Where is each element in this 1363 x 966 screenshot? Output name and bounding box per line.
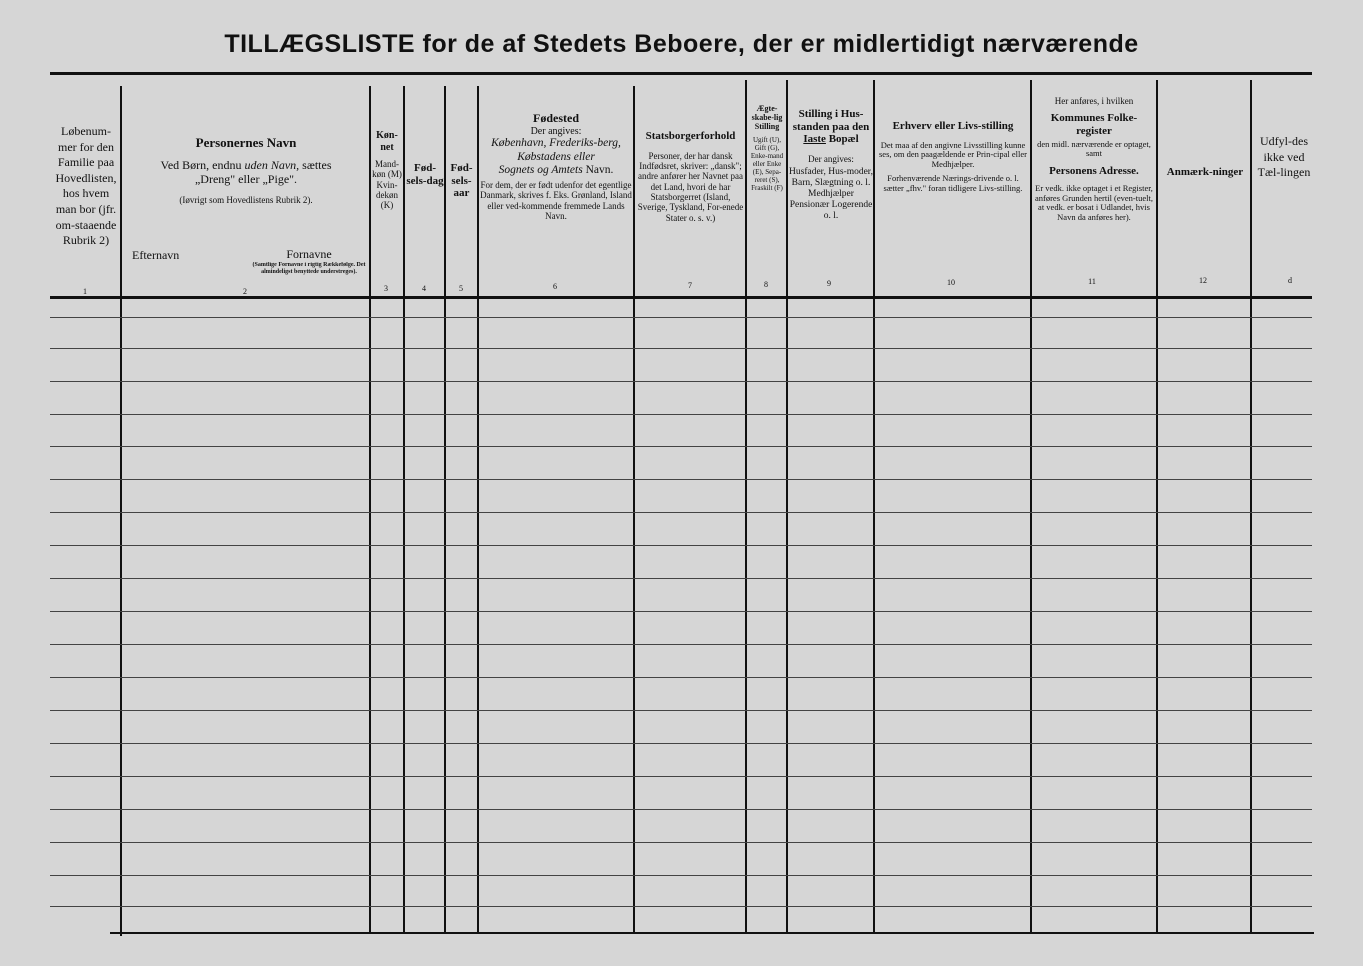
col-10-body1: Det maa af den angivne Livsstilling kunne ses, om den paagældende er Prin-cipal eller Medhjælper. — [879, 139, 1027, 170]
table-row — [50, 677, 1312, 678]
table-row — [50, 710, 1312, 711]
col-6-ital: København, Frederiks-berg, Købstadens eller — [491, 137, 621, 163]
col-9-heading-end: Bopæl — [828, 133, 859, 146]
col-divider — [633, 86, 635, 932]
col-number-9: 9 — [827, 279, 831, 288]
table-row — [50, 578, 1312, 579]
table-row — [50, 842, 1312, 843]
col-11-mid: den midl. nærværende er optaget, samt — [1037, 138, 1151, 159]
col-6-ital2: Sognets og Amtets — [498, 163, 583, 176]
col-11-heading: Kommunes Folke-register — [1050, 112, 1138, 137]
col-4-heading: Fød-sels-dag — [406, 162, 444, 187]
header-bottom-rule — [50, 296, 1312, 299]
table-row — [50, 875, 1312, 876]
col-11-body: Er vedk. ikke optaget i et Register, anføres Grunden hertil (even-tuelt, at vedk. er bosat i Udlandet, hvis Navn da anføres her). — [1034, 182, 1153, 223]
col-divider — [403, 86, 405, 932]
col-number-7: 7 — [688, 281, 692, 290]
col-number-2: 2 — [243, 287, 247, 296]
col-3-heading: Køn-net — [376, 130, 398, 153]
col-divider — [1030, 80, 1032, 932]
col-7-heading: Statsborgerforhold — [645, 130, 736, 142]
col-6-ital2-end: Navn. — [585, 163, 614, 176]
col-1-text: Løbenum-mer for den Familie paa Hovedlisten, hos hvem man bor (jfr. om-staaende Rubrik 2) — [55, 124, 117, 248]
col-6-body: For dem, der er født udenfor det egentlige Danmark, skrives f. Eks. Grønland, Island eller ved-kommende fremmede Lands Navn. — [480, 179, 632, 221]
header-col-11 — [1033, 96, 1155, 223]
col-11-heading2: Personens Adresse. — [1049, 165, 1139, 178]
table-row — [50, 545, 1312, 546]
header-col-10 — [878, 120, 1028, 193]
col-number-8: 8 — [764, 280, 768, 289]
col-13-body: Udfyl-des ikke ved Tæl-lingen — [1257, 134, 1311, 180]
table-row — [50, 644, 1312, 645]
col-10-body2: Forhenværende Nærings-drivende o. l. sætter „fhv." foran tidligere Livs-stilling. — [883, 172, 1023, 193]
col-8-body: Ugift (U), Gift (G), Enke-mand eller Enke (E), Sepa-reret (S), Fraskilt (F) — [750, 135, 784, 192]
col-number-6: 6 — [553, 282, 557, 291]
header-col-13 — [1254, 134, 1314, 181]
col-2-line2: „Dreng" eller „Pige". — [194, 171, 298, 186]
col-8-heading: Ægte-skabe-lig Stilling — [751, 104, 783, 132]
col-9-heading: Stilling i Hus-standen paa den — [792, 108, 870, 133]
header-col-7 — [636, 130, 745, 223]
col-divider — [1156, 80, 1158, 932]
col-divider — [369, 86, 371, 932]
header-col-6 — [480, 112, 632, 221]
col-number-12: 12 — [1199, 276, 1207, 285]
table-row — [50, 414, 1312, 415]
col-9-body: Husfader, Hus-moder, Barn, Slægtning o. l. Medhjælper Pensionær Logerende o. l. — [789, 167, 873, 221]
col-7-body: Personer, der har dansk Indfødsret, skriver: „dansk"; andre anfører her Navnet paa det Land, hvori de har Statsborgerret (Island, Sverige, Tyskland, For-enede Stater o. s. v.) — [637, 150, 744, 223]
col-6-heading: Fødested — [533, 112, 579, 125]
col-10-heading: Erhverv eller Livs-stilling — [892, 120, 1014, 132]
col-9-heading-u: Iaste — [803, 133, 826, 146]
col-divider — [444, 86, 446, 932]
col-number-4: 4 — [422, 284, 426, 293]
col-2-line1-end: sættes — [302, 157, 332, 172]
col-2-line1: Ved Børn, endnu — [160, 157, 242, 172]
col-2-sub-left: Efternavn — [132, 249, 180, 262]
table-row — [50, 512, 1312, 513]
header-col-2 — [124, 136, 368, 205]
col-divider — [477, 86, 479, 932]
col-6-sub: Der angives: — [530, 125, 582, 137]
col-divider — [1250, 80, 1252, 932]
col-divider — [745, 80, 747, 932]
bottom-rule — [110, 932, 1314, 934]
table-row — [50, 381, 1312, 382]
col-divider — [873, 80, 875, 932]
header-col-1 — [52, 124, 120, 249]
header-col-3 — [371, 130, 403, 211]
col-11-pre: Her anføres, i hvilken — [1054, 96, 1134, 106]
table-row — [50, 743, 1312, 744]
form-title: TILLÆGSLISTE for de af Stedets Beboere, der er midlertidigt nærværende — [224, 30, 1139, 58]
col-number-13: d — [1288, 276, 1292, 285]
table-row — [50, 809, 1312, 810]
col-2-sub-right-note: (Samtlige Fornavne i rigtig Rækkefølge. Det almindeligst benyttede understreges). — [252, 262, 366, 275]
col-2-note: (Iøvrigt som Hovedlistens Rubrik 2). — [179, 194, 313, 205]
table-row — [50, 776, 1312, 777]
header-col-8 — [748, 104, 786, 192]
col-12-heading: Anmærk-ninger — [1166, 166, 1244, 178]
col-2-heading: Personernes Navn — [195, 136, 297, 150]
table-row — [50, 611, 1312, 612]
header-col-5 — [446, 162, 477, 200]
col-9-sub: Der angives: — [808, 153, 854, 164]
top-rule — [50, 72, 1312, 75]
col-3-body: Mand-køn (M) Kvin-dekøn (K) — [372, 159, 402, 211]
table-row — [50, 348, 1312, 349]
header-col-12 — [1160, 166, 1250, 179]
table-row — [50, 317, 1312, 318]
col-number-1: 1 — [83, 287, 87, 296]
table-row — [50, 906, 1312, 907]
col-number-3: 3 — [384, 284, 388, 293]
col-number-10: 10 — [947, 278, 955, 287]
col-divider — [786, 80, 788, 932]
header-col-9 — [789, 108, 873, 222]
col-number-5: 5 — [459, 284, 463, 293]
col-2-line1-ital: uden Navn, — [244, 157, 300, 172]
col-5-heading: Fød-sels-aar — [450, 162, 473, 200]
table-row — [50, 479, 1312, 480]
table-row — [50, 446, 1312, 447]
col-number-11: 11 — [1088, 277, 1096, 286]
col-2-sub-right: Fornavne — [286, 248, 332, 261]
header-col-4 — [406, 162, 444, 187]
